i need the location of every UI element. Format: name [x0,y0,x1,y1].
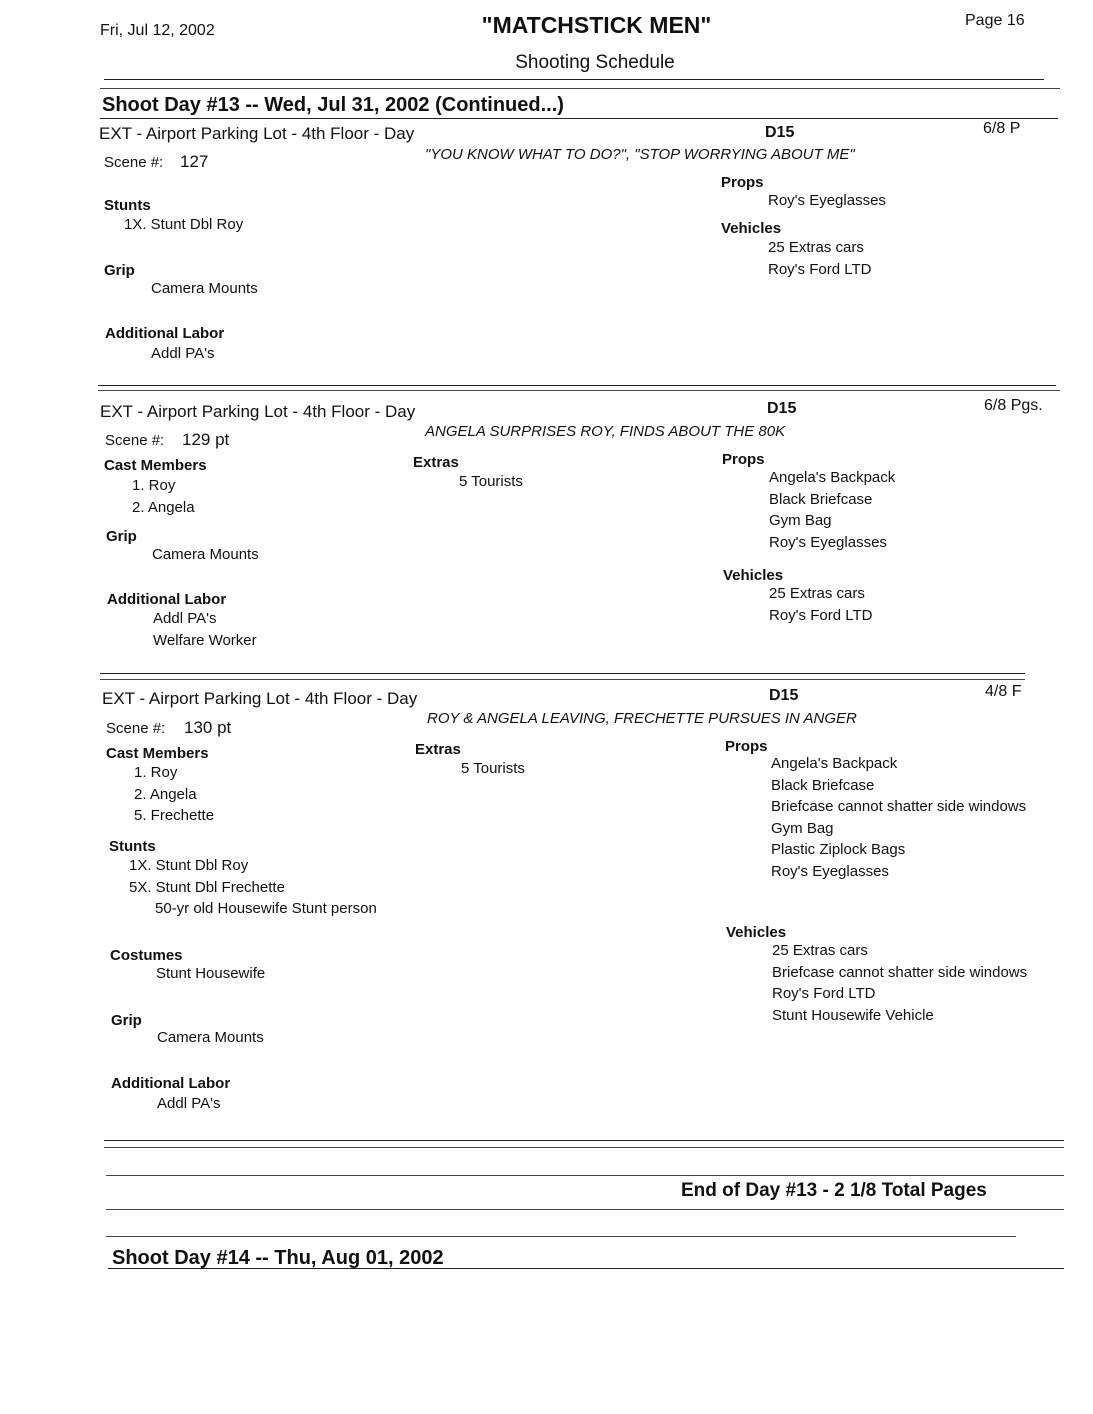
stunt-item: 5X. Stunt Dbl Frechette [129,878,285,896]
vehicle-item: Briefcase cannot shatter side windows [772,963,1028,981]
additional-labor-list [151,343,214,365]
extras-list [461,758,525,780]
extras-item: 5 Tourists [461,760,525,777]
page-count: 4/8 F [985,683,1022,700]
labor-item: Addl PA's [151,345,215,362]
prop-item: Roy's Eyeglasses [768,192,886,209]
stunt-item: 50-yr old Housewife Stunt person [155,900,377,917]
vehicles-list [769,583,872,626]
scene-divider [98,385,1056,386]
vehicles-list [768,237,871,280]
end-of-day-summary: End of Day #13 - 2 1/8 Total Pages [681,1180,987,1201]
cast-heading: Cast Members [104,457,207,474]
props-list [768,190,886,212]
grip-item: Camera Mounts [151,280,258,297]
prop-item: Roy's Eyeglasses [769,533,887,551]
additional-labor-list [157,1093,220,1115]
grip-list [152,544,259,566]
props-heading: Props [721,174,764,191]
stunt-item: 1X. Stunt Dbl Roy [129,857,249,874]
story-day: D15 [769,687,799,704]
prop-item: Gym Bag [769,512,832,529]
prop-item: Briefcase cannot shatter side windows [771,798,1027,815]
stunt-item: 1X. Stunt Dbl Roy [124,216,244,233]
scene-divider-secondary [100,679,1025,680]
stunts-heading: Stunts [109,838,156,855]
prop-item: Plastic Ziplock Bags [771,841,906,858]
vehicles-heading: Vehicles [726,924,787,941]
grip-list [157,1027,264,1049]
stunts-heading: Stunts [104,197,151,214]
cast-heading: Cast Members [106,745,209,762]
extras-item: 5 Tourists [459,473,523,490]
props-list [769,467,895,553]
scene-divider-secondary [98,390,1060,391]
scene-label: Scene #: [106,720,166,737]
vehicle-item: Roy's Ford LTD [768,260,872,278]
additional-labor-heading: Additional Labor [111,1075,231,1092]
prop-item: Angela's Backpack [771,755,898,772]
stunts-list [124,214,243,236]
grip-item: Camera Mounts [152,546,259,563]
vehicle-item: Roy's Ford LTD [769,606,873,624]
story-day: D15 [767,400,797,417]
grip-heading: Grip [104,262,135,279]
cast-item: 5. Frechette [134,807,215,824]
vehicles-heading: Vehicles [721,220,782,237]
costume-item: Stunt Housewife [156,965,266,982]
story-day: D15 [765,124,795,141]
additional-labor-heading: Additional Labor [107,591,227,608]
scene-number: 127 [180,152,209,171]
grip-item: Camera Mounts [157,1029,264,1046]
vehicle-item: 25 Extras cars [768,239,864,256]
labor-item: Addl PA's [157,1095,221,1112]
prop-item: Roy's Eyeglasses [771,862,889,880]
vehicles-list [772,940,1027,1026]
vehicle-item: Stunt Housewife Vehicle [772,1006,934,1024]
set-name: EXT - Airport Parking Lot - 4th Floor - Day [100,402,416,421]
cast-item: 1. Roy [134,764,178,781]
header-divider-secondary [100,88,1060,89]
day-separator-rule [106,1236,1016,1237]
scene-divider [104,1140,1064,1141]
end-of-day-rule-top [106,1175,1064,1176]
cast-item: 2. Angela [134,785,197,803]
grip-heading: Grip [111,1012,142,1029]
vehicle-item: Roy's Ford LTD [772,985,876,1002]
props-heading: Props [722,451,765,468]
document-subtitle: Shooting Schedule [515,52,675,73]
scene-synopsis: ANGELA SURPRISES ROY, FINDS ABOUT THE 80K [425,423,786,440]
scene-number: 130 pt [184,718,232,737]
header-divider [104,79,1044,80]
grip-heading: Grip [106,528,137,545]
cast-list [132,475,195,518]
cast-item: 2. Angela [132,498,195,516]
scene-divider [100,673,1025,674]
stunts-list [129,855,377,920]
day-title-underline [108,1268,1064,1269]
prop-item: Angela's Backpack [769,469,896,486]
additional-labor-list [153,608,257,651]
vehicle-item: 25 Extras cars [772,942,868,959]
scene-synopsis: ROY & ANGELA LEAVING, FRECHETTE PURSUES IN ANGER [427,710,857,727]
extras-heading: Extras [415,741,461,758]
cast-list [134,762,214,827]
cast-item: 1. Roy [132,477,176,494]
grip-list [151,278,258,300]
page-count: 6/8 Pgs. [984,397,1043,414]
shoot-day-13-title: Shoot Day #13 -- Wed, Jul 31, 2002 (Continued...) [102,94,564,116]
set-name: EXT - Airport Parking Lot - 4th Floor - Day [99,124,415,143]
set-name: EXT - Airport Parking Lot - 4th Floor - Day [102,689,418,708]
report-date: Fri, Jul 12, 2002 [100,22,215,39]
production-title: "MATCHSTICK MEN" [481,12,712,38]
additional-labor-heading: Additional Labor [105,325,225,342]
extras-heading: Extras [413,454,459,471]
costumes-heading: Costumes [110,947,183,964]
end-of-day-rule-bottom [106,1209,1064,1210]
costumes-list [156,963,265,985]
scene-divider-secondary [104,1147,1064,1148]
scene-label: Scene #: [105,432,165,449]
prop-item: Black Briefcase [771,776,875,794]
scene-synopsis: "YOU KNOW WHAT TO DO?", "STOP WORRYING ABOUT ME" [425,146,855,163]
extras-list [459,471,523,493]
labor-item: Addl PA's [153,610,217,627]
shoot-day-14-title: Shoot Day #14 -- Thu, Aug 01, 2002 [112,1247,444,1269]
props-heading: Props [725,738,768,755]
props-list [771,753,1026,882]
page-count: 6/8 P [983,120,1021,137]
scene-number: 129 pt [182,430,230,449]
vehicle-item: 25 Extras cars [769,585,865,602]
scene-label: Scene #: [104,154,164,171]
prop-item: Gym Bag [771,819,834,837]
prop-item: Black Briefcase [769,490,873,508]
labor-item: Welfare Worker [153,631,257,649]
day-title-underline [100,118,1058,119]
vehicles-heading: Vehicles [723,567,784,584]
page-number: Page 16 [965,12,1025,29]
